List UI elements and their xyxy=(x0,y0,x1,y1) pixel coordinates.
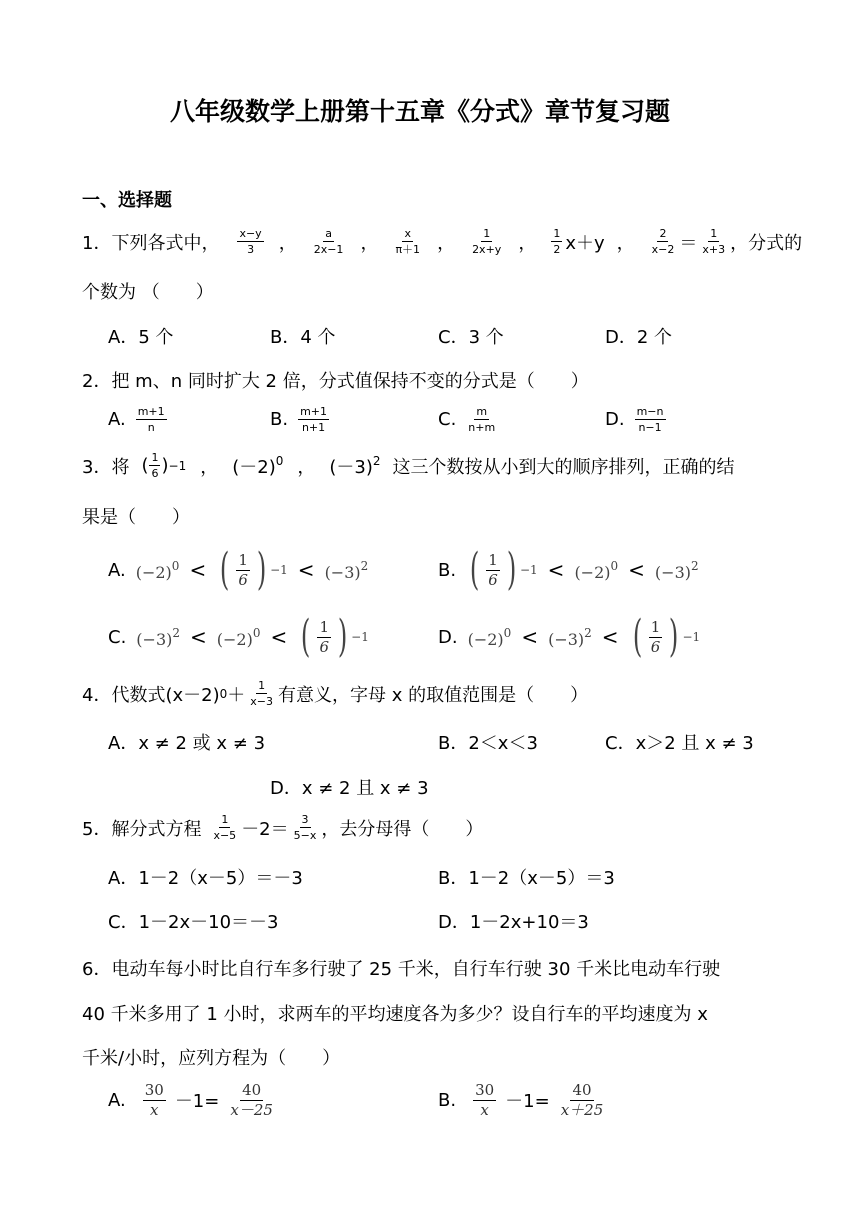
q3-option-a: A. $(-2)^0$ < ( $\frac{1}{6}$ ) −1 < $(-3)^2$ xyxy=(108,544,369,595)
q1-fraction-2: $\frac{a}{2x-1}$ xyxy=(313,227,344,256)
q3-option-b: B. ( $\frac{1}{6}$ ) −1 < $(-2)^0$ < $(-3)^2$ xyxy=(438,544,699,595)
q3-line2: 果是（ ） xyxy=(82,507,190,528)
q2-option-a: A. $\frac{m+1}{n}$ xyxy=(108,405,165,434)
q3-expr-3: $(-3)^2$ xyxy=(329,453,381,478)
q2-fraction-b: $\frac{m+1}{n+1}$ xyxy=(300,405,328,434)
q1-prefix: 1．下列各式中， xyxy=(82,232,220,254)
q1-sep: ， xyxy=(278,232,297,254)
question-3: 3．将 ( $\frac{1}{6}$ ) −1 ， $(-2)^0$ ， $(-3)^2$ 这三个数按从小到大的顺序排列，正确的结 xyxy=(82,451,735,480)
q2-option-d: D. $\frac{m-n}{n-1}$ xyxy=(605,405,664,434)
q1-fraction-5: $\frac{1}{2}$ xyxy=(553,227,561,256)
q6-option-b: B. $\frac{30}{x}$ －1= $\frac{40}{x+25}$ xyxy=(438,1080,604,1119)
q1-option-c: C．3 个 xyxy=(438,327,504,348)
question-6-line3: 千米/小时，应列方程为（ ） xyxy=(82,1048,341,1069)
q2-option-c: C. $\frac{m}{n+m}$ xyxy=(438,405,496,434)
q2-fraction-d: $\frac{m-n}{n-1}$ xyxy=(636,405,664,434)
question-4: 4．代数式(x－2) 0 ＋ $\frac{1}{x-3}$ 有意义，字母 x 的取值范围是（ ） xyxy=(82,679,589,708)
q5-option-b: B．1－2（x－5）＝3 xyxy=(438,868,615,889)
q1-option-a: A．5 个 xyxy=(108,327,174,348)
q3-option-d: D. $(-2)^0$ < $(-3)^2$ < ( $\frac{1}{6}$ ) −1 xyxy=(438,611,701,662)
q1-line2: 个数为 （ ） xyxy=(82,282,214,303)
q1-expr-5-tail: x＋y xyxy=(565,232,605,254)
q3-expr-1: ( $\frac{1}{6}$ ) −1 xyxy=(141,451,187,480)
q1-option-d: D．2 个 xyxy=(605,327,673,348)
q1-fraction-4: $\frac{1}{2x+y}$ xyxy=(472,227,502,256)
q5-option-a: A．1－2（x－5）＝－3 xyxy=(108,868,303,889)
q3-expr-2: $(-2)^0$ xyxy=(232,453,284,478)
q2-option-b: B. $\frac{m+1}{n+1}$ xyxy=(270,405,328,434)
q6-a-fraction-2: $\frac{40}{x-25}$ xyxy=(230,1080,273,1119)
q2-fraction-a: $\frac{m+1}{n}$ xyxy=(137,405,165,434)
q1-fraction-6a: $\frac{2}{x-2}$ xyxy=(651,227,675,256)
question-6-line1: 6．电动车每小时比自行车多行驶了 25 千米，自行车行驶 30 千米比电动车行驶 xyxy=(82,959,721,980)
q3-option-c: C. $(-3)^2$ < $(-2)^0$ < ( $\frac{1}{6}$ ) −1 xyxy=(108,611,369,662)
q5-fraction-1: $\frac{1}{x-5}$ xyxy=(213,813,237,842)
q1-fraction-6b: $\frac{1}{x+3}$ xyxy=(702,227,726,256)
section-heading: 一、选择题 xyxy=(82,190,172,211)
q4-option-d: D．x ≠ 2 且 x ≠ 3 xyxy=(270,778,429,799)
q4-option-c: C．x＞2 且 x ≠ 3 xyxy=(605,733,754,754)
q1-equals: ＝ xyxy=(679,232,698,254)
question-5: 5．解分式方程 $\frac{1}{x-5}$ －2＝ $\frac{3}{5-x}$ ，去分母得（ ） xyxy=(82,813,484,842)
question-6-line2: 40 千米多用了 1 小时，求两车的平均速度各为多少？设自行车的平均速度为 x xyxy=(82,1004,708,1025)
q5-option-c: C．1－2x－10＝－3 xyxy=(108,912,279,933)
q2-fraction-c: $\frac{m}{n+m}$ xyxy=(468,405,496,434)
q4-option-b: B．2＜x＜3 xyxy=(438,733,538,754)
q1-fraction-3: $\frac{x}{\pi+1}$ xyxy=(395,227,421,256)
q6-b-fraction-1: $\frac{30}{x}$ xyxy=(475,1080,495,1119)
q1-fraction-1: $\frac{x-y}{3}$ xyxy=(239,227,262,256)
question-2: 2．把 m、n 同时扩大 2 倍，分式值保持不变的分式是（ ） xyxy=(82,371,589,392)
q1-suffix: ，分式的 xyxy=(730,232,803,254)
q4-option-a: A．x ≠ 2 或 x ≠ 3 xyxy=(108,733,266,754)
q6-option-a: A. $\frac{30}{x}$ －1= $\frac{40}{x-25}$ xyxy=(108,1080,273,1119)
q1-option-b: B．4 个 xyxy=(270,327,336,348)
q5-fraction-2: $\frac{3}{5-x}$ xyxy=(293,813,317,842)
page-title: 八年级数学上册第十五章《分式》章节复习题 xyxy=(170,97,671,126)
q5-option-d: D．1－2x+10＝3 xyxy=(438,912,589,933)
question-1: 1．下列各式中， $\frac{x-y}{3}$ ， $\frac{a}{2x-1}$ ， $\frac{x}{\pi+1}$ ， $\frac{1}{2x+y}$ ， $\frac{1}{2}$ x＋y ， $\frac{2}{x-2}$ ＝ $\frac{1}{x+3}$ ，分式的 xyxy=(82,227,803,256)
q4-fraction: $\frac{1}{x-3}$ xyxy=(250,679,273,708)
q6-b-fraction-2: $\frac{40}{x+25}$ xyxy=(560,1080,604,1119)
q6-a-fraction-1: $\frac{30}{x}$ xyxy=(144,1080,164,1119)
